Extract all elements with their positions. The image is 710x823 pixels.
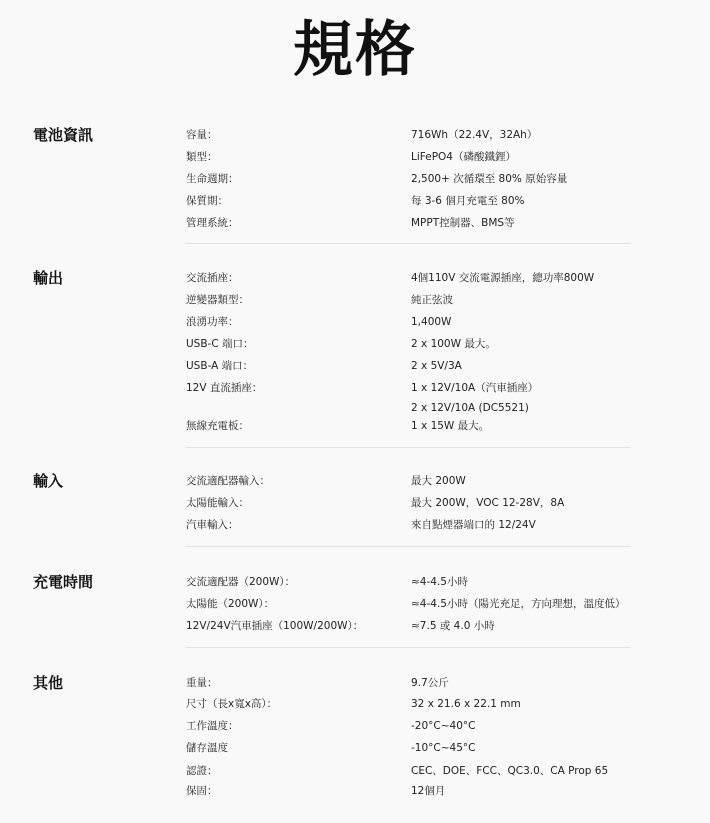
spec-row [0,716,710,736]
spec-row [0,312,710,332]
spec-value [411,378,538,418]
section-divider [186,647,630,648]
spec-row [0,268,710,288]
spec-row [0,673,710,693]
spec-label: 生命週期： [186,173,239,185]
spec-row [0,213,710,233]
spec-label: 交流適配器（200W）： [186,576,296,588]
spec-row [0,761,710,781]
spec-value: 2 x 5V/3A [411,360,462,372]
spec-value-line: 2 x 12V/10A (DC5521) [411,402,529,414]
spec-row [0,594,710,614]
spec-label: 認證： [186,765,218,777]
spec-value: ≈4-4.5小時（陽光充足，方向理想，溫度低） [411,598,626,610]
spec-value: 最大 200W [411,475,466,487]
spec-value: 1,400W [411,316,452,328]
spec-label: 交流適配器輸入： [186,475,270,487]
spec-label: 12V 直流插座： [186,382,263,394]
spec-row [0,416,710,436]
spec-row [0,493,710,513]
section-title: 電池資訊 [33,126,94,144]
spec-value: ≈4-4.5小時 [411,576,468,588]
section-title: 充電時間 [33,573,94,591]
spec-value: 每 3-6 個月充電至 80% [411,195,525,207]
spec-row [0,290,710,310]
page-title: 規格 [293,15,417,85]
spec-row [0,378,710,418]
spec-label: 管理系統： [186,217,239,229]
spec-label: USB-C 端口： [186,338,254,350]
spec-label: 交流插座： [186,272,239,284]
spec-label: 汽車輸入： [186,519,239,531]
spec-label: 無線充電板： [186,420,249,432]
spec-label: 逆變器類型： [186,294,249,306]
spec-row [0,356,710,376]
spec-value: 32 x 21.6 x 22.1 mm [411,698,521,710]
spec-value: 4個110V 交流電源插座，總功率800W [411,272,595,284]
spec-value: 1 x 15W 最大。 [411,420,490,432]
spec-row [0,334,710,354]
spec-label: 類型： [186,151,218,163]
spec-value: 最大 200W，VOC 12-28V，8A [411,497,565,509]
spec-row [0,147,710,167]
spec-label: 尺寸（長x寬x高）： [186,698,278,710]
section-title: 輸出 [33,269,64,287]
spec-row [0,694,710,714]
spec-value: ≈7.5 或 4.0 小時 [411,620,495,632]
spec-value: LiFePO4（磷酸鐵鋰） [411,151,516,163]
spec-label: 保質期： [186,195,228,207]
spec-value: 2 x 100W 最大。 [411,338,496,350]
spec-value: 2,500+ 次循環至 80% 原始容量 [411,173,568,185]
section-title: 輸入 [33,472,64,490]
spec-value: MPPT控制器、BMS等 [411,217,515,229]
spec-row [0,781,710,801]
spec-label: 保固： [186,785,218,797]
spec-row [0,515,710,535]
spec-value: CEC、DOE、FCC、QC3.0、CA Prop 65 [411,765,609,777]
spec-row [0,125,710,145]
spec-value: 9.7公斤 [411,677,449,689]
spec-label: 工作溫度： [186,720,239,732]
spec-row [0,738,710,758]
section-divider [186,447,630,448]
section-title: 其他 [33,674,64,692]
spec-label: 容量： [186,129,218,141]
spec-value: 12個月 [411,785,446,797]
spec-value: 716Wh（22.4V，32Ah） [411,129,538,141]
spec-label: 12V/24V汽車插座（100W/200W）： [186,620,364,632]
spec-row [0,616,710,636]
spec-row [0,191,710,211]
spec-value: 來自點煙器端口的 12/24V [411,519,536,531]
spec-row [0,572,710,592]
spec-value-line: 1 x 12V/10A（汽車插座） [411,382,539,394]
spec-label: 浪湧功率： [186,316,239,328]
spec-label: 儲存溫度 [186,742,228,754]
spec-label: USB-A 端口： [186,360,254,372]
spec-label: 重量： [186,677,218,689]
spec-row [0,471,710,491]
spec-row [0,169,710,189]
spec-value: 純正弦波 [411,294,453,306]
spec-value: -20°C~40°C [411,720,476,732]
spec-label: 太陽能（200W）： [186,598,275,610]
spec-label: 太陽能輸入： [186,497,249,509]
section-divider [186,546,630,547]
section-divider [186,243,630,244]
spec-value: -10°C~45°C [411,742,476,754]
